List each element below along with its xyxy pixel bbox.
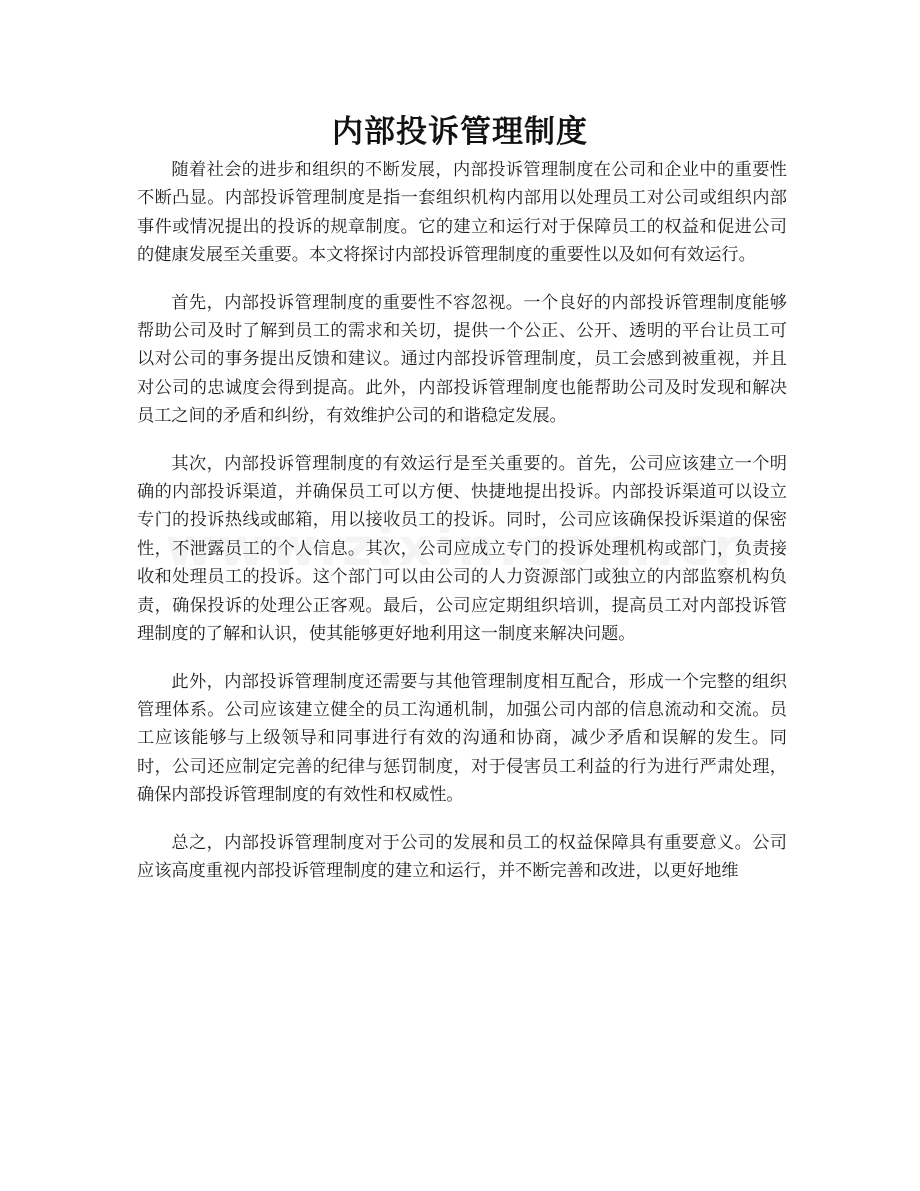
document-title: 内部投诉管理制度 [332,114,588,150]
paragraph-4: 此外，内部投诉管理制度还需要与其他管理制度相互配合，形成一个完整的组织管理体系。公司应该建立健全的员工沟通机制，加强公司内部的信息流动和交流。员工应该能够与上级领导和同事进行有效的沟通和协商，减少矛盾和误解的发生。同时，公司还应制定完善的纪律与惩罚制度，对于侵害员工利益的行为进行严肃处理，确保内部投诉管理制度的有效性和权威性。 [137,671,787,806]
paragraph-1: 随着社会的进步和组织的不断发展，内部投诉管理制度在公司和企业中的重要性不断凸显。内部投诉管理制度是指一套组织机构内部用以处理员工对公司或组织内部事件或情况提出的投诉的规章制度。它的建立和运行对于保障员工的权益和促进公司的健康发展至关重要。本文将探讨内部投诉管理制度的重要性以及如何有效运行。 [137,160,787,266]
paragraph-3: 其次，内部投诉管理制度的有效运行是至关重要的。首先，公司应该建立一个明确的内部投诉渠道，并确保员工可以方便、快捷地提出投诉。内部投诉渠道可以设立专门的投诉热线或邮箱，用以接收员工的投诉。同时，公司应该确保投诉渠道的保密性，不泄露员工的个人信息。其次，公司应成立专门的投诉处理机构或部门，负责接收和处理员工的投诉。这个部门可以由公司的人力资源部门或独立的内部监察机构负责，确保投诉的处理公正客观。最后，公司应定期组织培训，提高员工对内部投诉管理制度的了解和认识，使其能够更好地利用这一制度来解决问题。 [137,453,787,645]
paragraph-2: 首先，内部投诉管理制度的重要性不容忽视。一个良好的内部投诉管理制度能够帮助公司及时了解到员工的需求和关切，提供一个公正、公开、透明的平台让员工可以对公司的事务提出反馈和建议。通过内部投诉管理制度，员工会感到被重视，并且对公司的忠诚度会得到提高。此外，内部投诉管理制度也能帮助公司及时发现和解决员工之间的矛盾和纠纷，有效维护公司的和谐稳定发展。 [137,292,787,427]
paragraph-5: 总之，内部投诉管理制度对于公司的发展和员工的权益保障具有重要意义。公司应该高度重视内部投诉管理制度的建立和运行，并不断完善和改进，以更好地维 [137,832,787,881]
document-body [137,156,787,904]
